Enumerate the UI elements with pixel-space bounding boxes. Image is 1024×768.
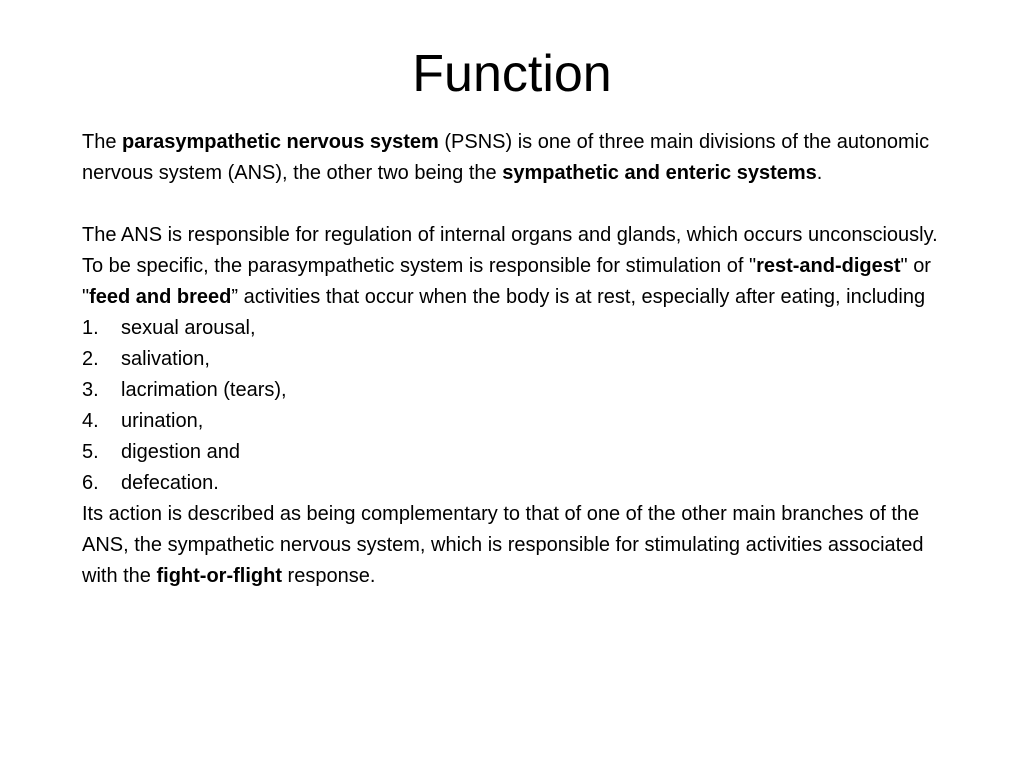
list-text: urination, [121,410,204,432]
list-text: sexual arousal, [121,317,256,339]
list-text: defecation. [121,472,219,494]
list-item [82,437,962,468]
list-item [82,406,962,437]
slide-title: Function [412,45,612,103]
paragraph-psns-definition [82,127,962,189]
list-number: 2. [82,348,99,370]
list-number: 3. [82,379,99,401]
list-text: digestion and [121,441,240,463]
list-item [82,468,962,499]
list-number: 5. [82,441,99,463]
paragraph-ans-regulation [82,220,962,313]
list-item [82,313,962,344]
list-text: lacrimation (tears), [121,379,287,401]
paragraph-complementary-action [82,499,962,592]
bold-term: sympathetic and enteric systems [502,162,817,184]
slide-body [82,127,962,592]
bold-term: fight-or-flight [156,565,282,587]
bold-term: parasympathetic nervous system [122,131,439,153]
text: " or " [82,255,931,308]
list-number: 1. [82,317,99,339]
bold-term: rest-and-digest [756,255,901,277]
list-number: 4. [82,410,99,432]
text: Its action is described as being complementary to that of one of the other main branches of the ANS, the sympathetic nervous system, which is responsible for stimulating activities associated with the [82,503,924,587]
bold-term: feed and breed [89,286,232,308]
text: The [82,131,123,153]
text: The ANS is responsible for regulation of internal organs and glands, which occurs unconsciously. To be specific, the parasympathetic system is responsible for stimulation of " [82,224,938,277]
list-number: 6. [82,472,99,494]
activities-list [82,313,962,499]
text: . [816,162,823,184]
text: ” activities that occur when the body is at rest, especially after eating, including [231,286,926,308]
text: response. [281,565,376,587]
list-item [82,344,962,375]
text: (PSNS) is one of three main divisions of the autonomic nervous system (ANS), the other two being the [82,131,930,184]
list-text: salivation, [121,348,210,370]
paragraph-spacer [82,189,962,220]
list-item [82,375,962,406]
